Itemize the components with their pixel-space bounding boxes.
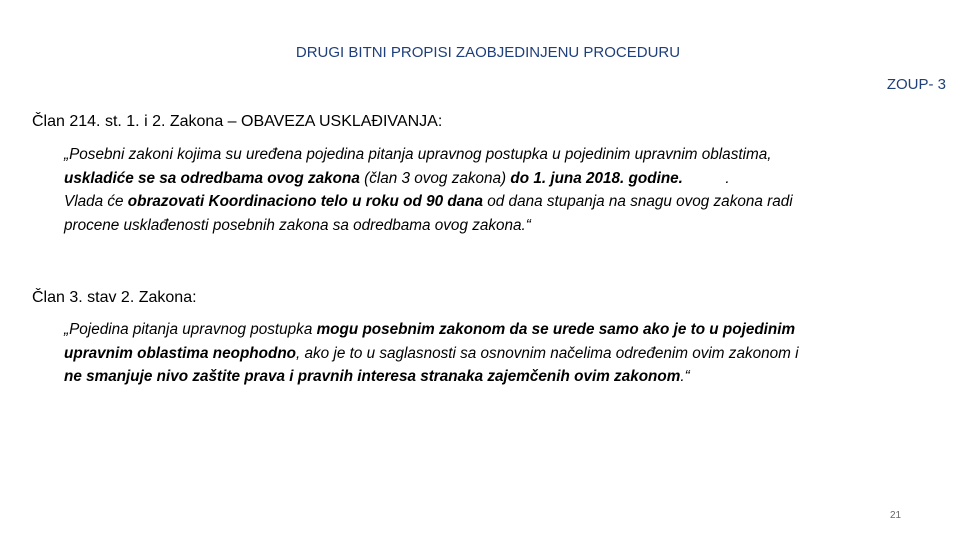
plain-text: od dana stupanja na snagu ovog zakona radi [483, 193, 793, 210]
emphasis-text: upravnim oblastima neophodno [64, 344, 297, 362]
plain-text: , ako je to u saglasnosti sa osnovnim načelima određenim ovim zakonom i [296, 344, 799, 362]
plain-text: .“ [680, 368, 690, 385]
section-heading-article-3: Član 3. stav 2. Zakona: [32, 289, 197, 306]
plain-text: . [682, 169, 730, 187]
emphasis-text: obrazovati Koordinaciono telo u roku od 90 dana [127, 193, 484, 210]
quote-line: „Posebni zakoni kojima su uređena pojedina pitanja upravnog postupka u pojedinim upravnim oblastima, [64, 146, 772, 163]
quote-line [64, 167, 944, 191]
quote-line [64, 318, 944, 342]
emphasis-text: uskladiće se sa odredbama ovog zakona [64, 169, 360, 187]
plain-text: Vlada će [64, 193, 128, 210]
plain-text: (član 3 ovog zakona) [359, 169, 511, 187]
quote-line [64, 342, 944, 366]
section-heading-article-214: Član 214. st. 1. i 2. Zakona – OBAVEZA USKLAĐIVANJA: [32, 113, 443, 130]
article-214-quote [64, 143, 944, 237]
document-code: ZOUP- 3 [886, 76, 946, 93]
quote-line [64, 190, 944, 214]
page-number: 21 [890, 510, 902, 521]
quote-line [64, 365, 944, 389]
emphasis-text: mogu posebnim zakonom da se urede samo ako je to u pojedinim [316, 321, 796, 338]
slide-title: DRUGI BITNI PROPISI ZAOBJEDINJENU PROCEDURU [295, 44, 681, 61]
article-3-quote [64, 318, 944, 389]
quote-line: procene usklađenosti posebnih zakona sa odredbama ovog zakona.“ [64, 216, 531, 234]
emphasis-text: ne smanjuje nivo zaštite prava i pravnih interesa stranaka zajemčenih ovim zakonom [64, 368, 681, 385]
plain-text: „Pojedina pitanja upravnog postupka [64, 321, 317, 338]
emphasis-text: do 1. juna 2018. godine. [510, 169, 683, 187]
